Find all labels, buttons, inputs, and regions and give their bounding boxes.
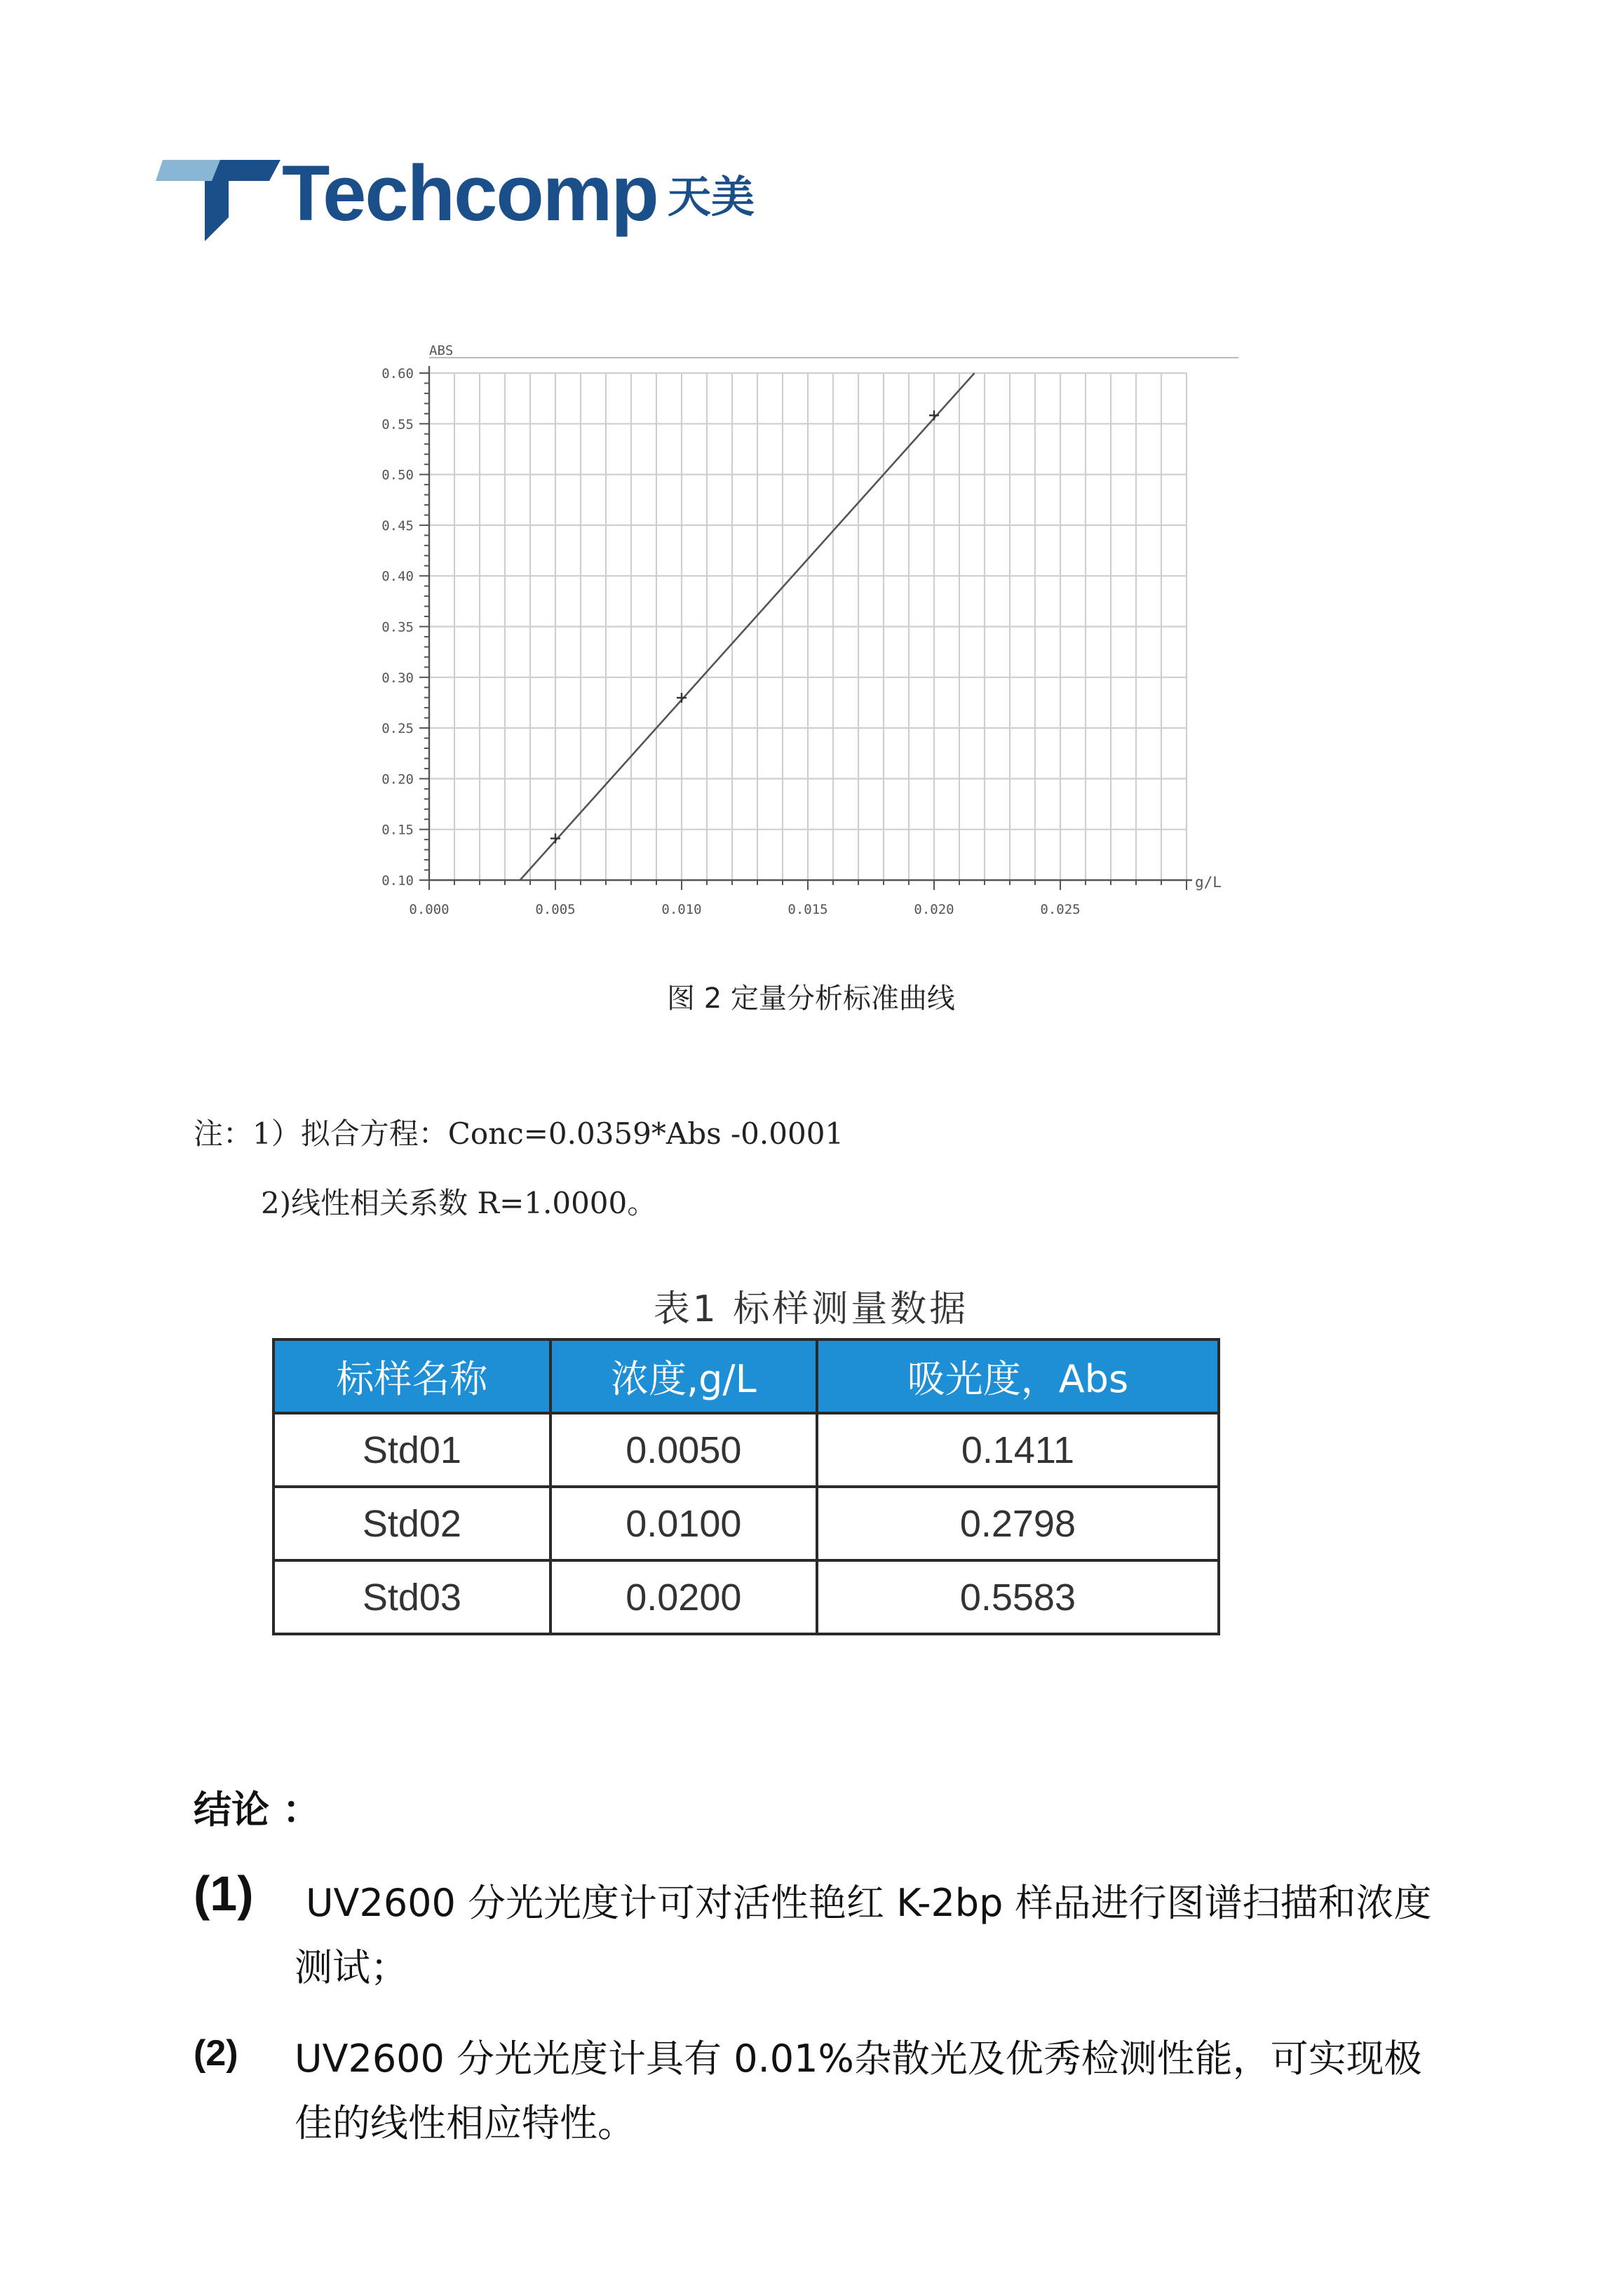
y-tick-label: 0.20 [381, 771, 414, 788]
cell-absorbance: 0.1411 [817, 1413, 1219, 1487]
x-tick-label: 0.015 [788, 902, 828, 917]
logo-mark-dark-bar [212, 160, 281, 181]
conclusion-title: 结论 ： [194, 1788, 320, 1832]
calibration-curve-chart [351, 337, 1262, 919]
logo-wordmark: Techcomp [282, 149, 658, 237]
x-tick-label: 0.000 [409, 902, 450, 917]
cell-concentration: 0.0200 [550, 1560, 817, 1634]
y-tick-label: 0.60 [381, 366, 414, 381]
header-sample-name: 标样名称 [273, 1339, 550, 1413]
x-tick-label: 0.020 [914, 902, 954, 917]
data-point [677, 693, 687, 703]
table-row [273, 1487, 1219, 1560]
chart-y-axis-label: ABS [429, 343, 454, 358]
conclusion-item-number: (1) [194, 1866, 254, 1921]
note-correlation: 2)线性相关系数 R=1.0000。 [261, 1186, 657, 1220]
y-tick-label: 0.40 [381, 569, 414, 585]
x-tick-label: 0.005 [535, 902, 576, 917]
logo-mark-stem [205, 181, 229, 241]
figure-caption: 图 2 定量分析标准曲线 [667, 982, 955, 1015]
cell-sample-name: Std01 [273, 1413, 550, 1487]
cell-concentration: 0.0050 [550, 1413, 817, 1487]
table-row [273, 1413, 1219, 1487]
note-fit-equation: 注：1）拟合方程：Conc=0.0359*Abs -0.0001 [194, 1116, 844, 1151]
table-row [273, 1560, 1219, 1634]
chart-ticks [381, 366, 1187, 917]
y-tick-label: 0.35 [381, 619, 414, 635]
techcomp-logo [156, 149, 773, 247]
x-tick-label: 0.025 [1040, 902, 1081, 917]
cell-concentration: 0.0100 [550, 1487, 817, 1560]
table-title: 表1 标样测量数据 [653, 1288, 969, 1330]
standards-table [272, 1338, 1220, 1635]
techcomp-logo-mark [156, 153, 282, 244]
conclusion-item-text: UV2600 分光光度计可对活性艳红 K-2bp 样品进行图谱扫描和浓度测试； [295, 1881, 1432, 1990]
y-tick-label: 0.50 [381, 467, 414, 483]
header-absorbance: 吸光度，Abs [817, 1339, 1219, 1413]
chart-grid [429, 373, 1187, 880]
data-point [550, 834, 560, 844]
y-tick-label: 0.45 [381, 518, 414, 534]
x-tick-label: 0.010 [661, 902, 702, 917]
y-tick-label: 0.30 [381, 670, 414, 686]
cell-sample-name: Std02 [273, 1487, 550, 1560]
cell-absorbance: 0.5583 [817, 1560, 1219, 1634]
logo-mark-light-bar [156, 160, 222, 181]
cell-absorbance: 0.2798 [817, 1487, 1219, 1560]
y-tick-label: 0.25 [381, 721, 414, 737]
header-concentration: 浓度,g/L [550, 1339, 817, 1413]
conclusion-item-text: UV2600 分光光度计具有 0.01%杂散光及优秀检测性能，可实现极佳的线性相应特性。 [295, 2037, 1422, 2145]
logo-wordmark-cn: 天美 [668, 171, 755, 222]
y-tick-label: 0.55 [381, 417, 414, 433]
y-tick-label: 0.15 [381, 822, 414, 838]
table-header-row [273, 1339, 1219, 1413]
y-tick-label: 0.10 [381, 873, 414, 889]
conclusion-item-number: (2) [194, 2033, 238, 2074]
cell-sample-name: Std03 [273, 1560, 550, 1634]
data-point [929, 410, 939, 420]
chart-x-axis-label: g/L [1195, 874, 1222, 891]
